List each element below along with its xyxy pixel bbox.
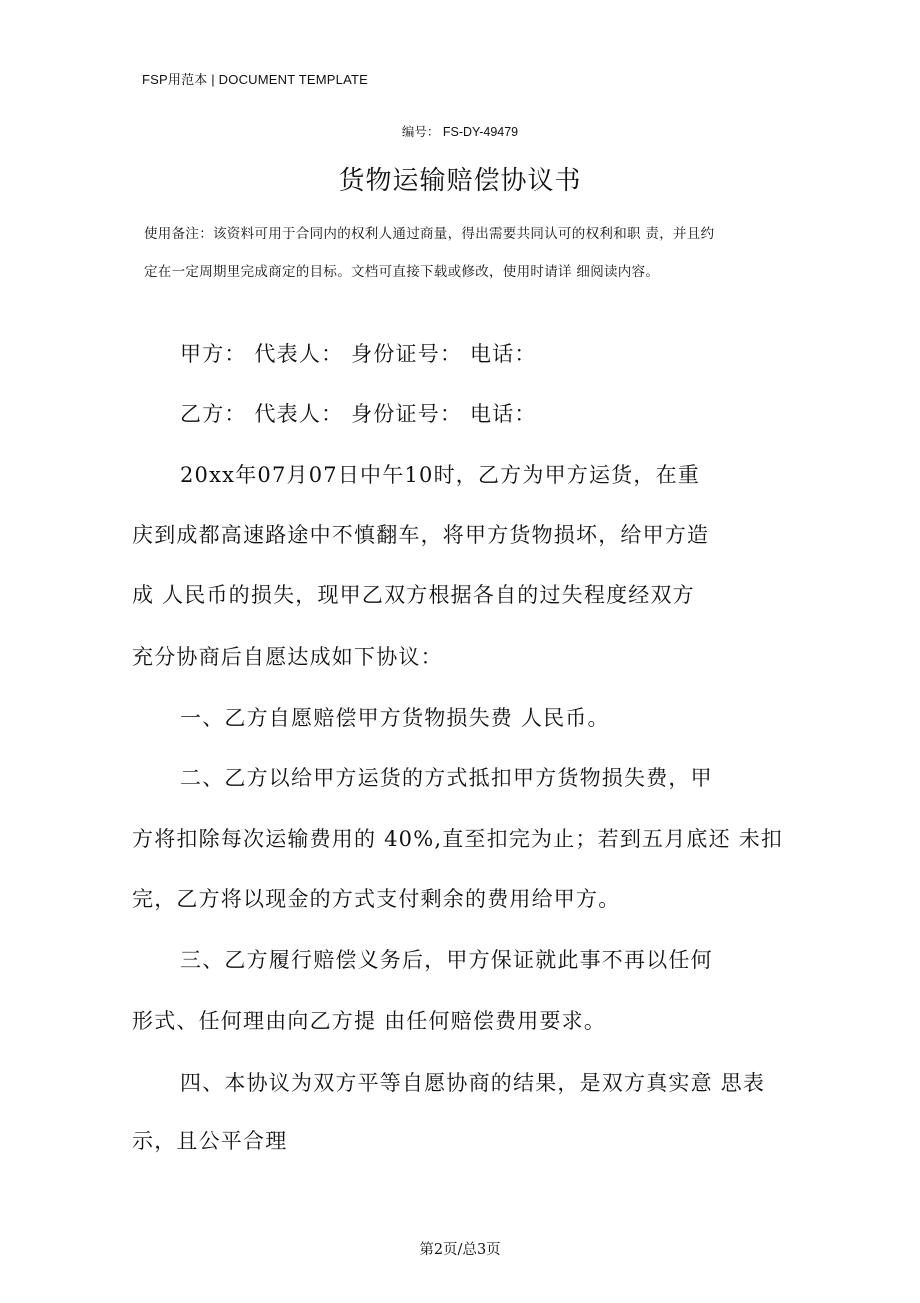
body-paragraph-line: 充分协商后自愿达成如下协议：: [132, 645, 443, 669]
body-paragraph-line: 20xx年07月07日中午10时，乙方为甲方运货，在重: [180, 463, 700, 487]
clause-2-line: 方将扣除每次运输费用的 40%,直至扣完为止；若到五月底还 未扣: [132, 827, 784, 851]
document-title: 货物运输赔偿协议书: [338, 166, 582, 196]
document-template-header: FSP用范本 | DOCUMENT TEMPLATE: [142, 72, 368, 87]
usage-note-line-2: 定在一定周期里完成商定的目标。文档可直接下载或修改，使用时请详 细阅读内容。: [144, 264, 660, 280]
body-paragraph-line: 庆到成都高速路途中不慎翻车，将甲方货物损坏，给甲方造: [132, 523, 710, 547]
clause-1: 一、乙方自愿赔偿甲方货物损失费 人民币。: [180, 706, 610, 730]
clause-2-line: 二、乙方以给甲方运货的方式抵扣甲方货物损失费，甲: [180, 766, 713, 790]
party-b-line: 乙方： 代表人： 身份证号： 电话：: [180, 402, 537, 426]
usage-note-line-1: 使用备注：该资料可用于合同内的权利人通过商量，得出需要共同认可的权利和职 责，并且约: [144, 226, 715, 242]
clause-3-line: 三、乙方履行赔偿义务后，甲方保证就此事不再以任何: [180, 948, 713, 972]
clause-2-line: 完，乙方将以现金的方式支付剩余的费用给甲方。: [132, 887, 621, 911]
body-paragraph-line: 成 人民币的损失，现甲乙双方根据各自的过失程度经双方: [132, 583, 695, 607]
document-number: 编号： FS-DY-49479: [401, 125, 519, 139]
party-a-line: 甲方： 代表人： 身份证号： 电话：: [180, 342, 537, 366]
clause-3-line: 形式、任何理由向乙方提 由任何赔偿费用要求。: [132, 1009, 607, 1033]
clause-4-line: 四、本协议为双方平等自愿协商的结果，是双方真实意 思表: [180, 1071, 766, 1095]
clause-4-line: 示，且公平合理: [132, 1129, 288, 1153]
page-indicator: 第2页/总3页: [419, 1242, 501, 1258]
